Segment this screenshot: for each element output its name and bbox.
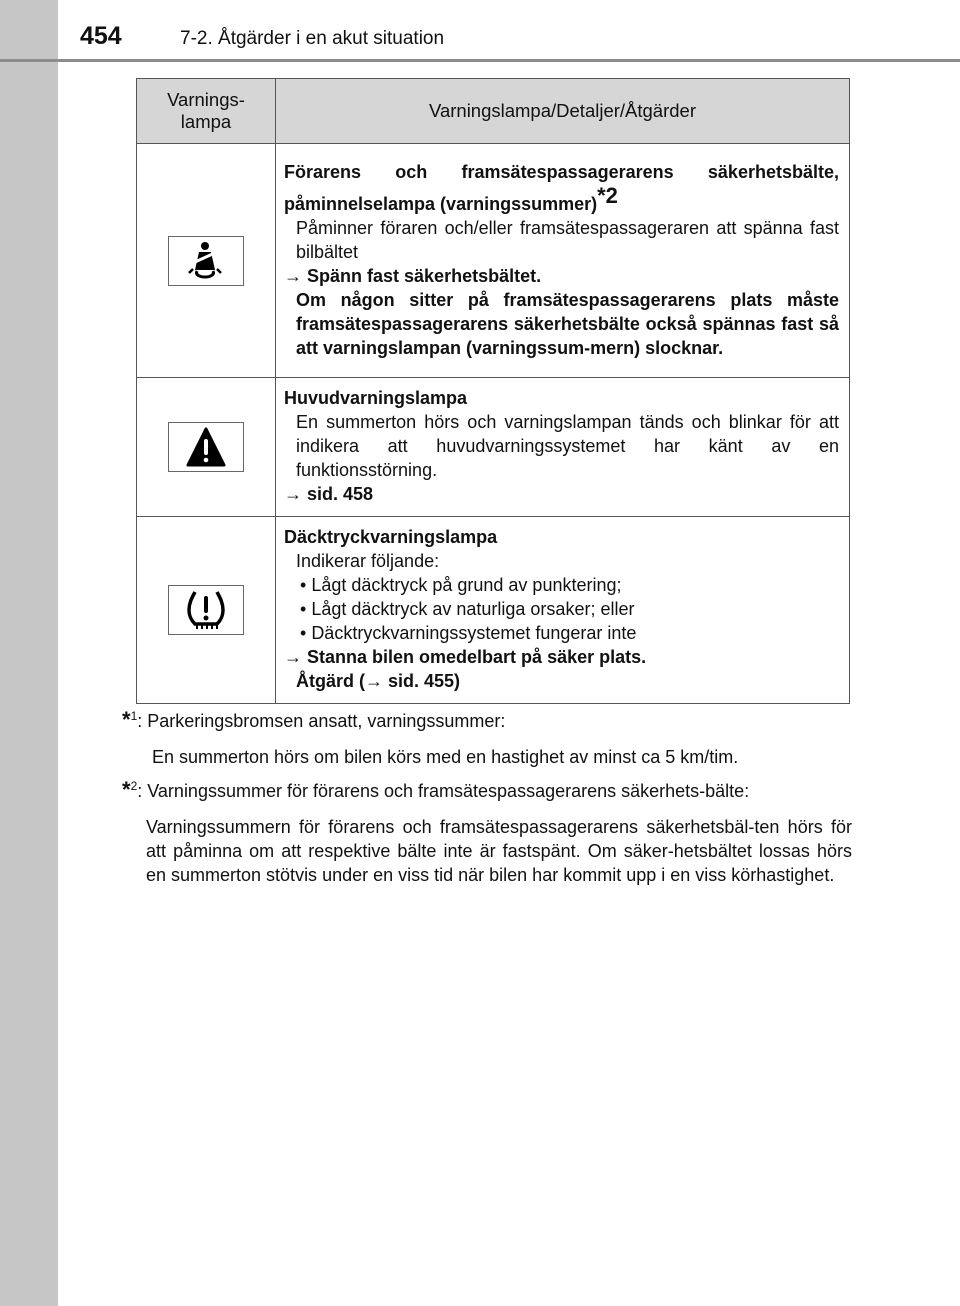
footnote-text: En summerton hörs om bilen körs med en hastighet av minst ca 5 km/tim. <box>152 747 739 767</box>
column-header-details: Varningslampa/Detaljer/Åtgärder <box>276 79 850 144</box>
footnote-1: *$^1$: Parkeringsbromsen ansatt, varningssummer: En summerton hörs om bilen körs med en hastighet av minst ca 5 km/tim. <box>122 704 852 769</box>
arrow-icon: → <box>284 265 302 286</box>
row-description: Indikerar följande: <box>296 551 440 571</box>
page-margin-bar <box>0 0 58 1306</box>
row-action: Stanna bilen omedelbart på säker plats. <box>307 647 647 667</box>
header-divider <box>0 59 960 62</box>
warning-lamp-table <box>136 78 850 704</box>
row-title: Förarens och framsätespassagerarens säkerhetsbälte, påminnelselampa (varningssummer) <box>284 161 839 214</box>
list-item: • Lågt däcktryck av naturliga orsaker; eller <box>300 599 635 619</box>
column-header-lamp: Varnings-lampa <box>137 79 276 144</box>
table-row <box>137 378 850 517</box>
seatbelt-warning-icon <box>168 236 244 286</box>
page-link[interactable]: sid. 458 <box>307 484 374 504</box>
section-title: 7-2. Åtgärder i en akut situation <box>180 28 445 49</box>
table-row <box>137 517 850 704</box>
table-row <box>137 144 850 378</box>
footnote-ref: *2 <box>597 182 618 208</box>
arrow-icon: → <box>365 671 383 691</box>
list-item: • Däcktryckvarningssystemet fungerar inte <box>300 623 637 643</box>
footnote-2: *$^2$: Varningssummer för förarens och framsätespassagerarens säkerhets-bälte: Varningssummern för förarens och framsätespassagerarens säkerhetsbäl-ten hörs för att påminna om att respektive bälte inte är fastspänt. Om säker-hetsbältet lossas hörs en summerton stötvis under en viss tid när bilen har kommit upp i en viss körhastighet. <box>122 777 852 885</box>
row-description: En summerton hörs och varningslampan tänds och blinkar för att indikera att huvudvarningssystemet har känt av en funktionsstörning. <box>296 412 839 480</box>
footnote-text: Varningssummern för förarens och framsätespassagerarens säkerhetsbäl-ten hörs för att påminna om att respektive bälte inte är fastspänt. Om säker-hetsbältet lossas hörs en summerton stötvis under en viss tid när bilen har kommit upp i en viss körhastighet. <box>146 817 852 885</box>
row-title: Däcktryckvarningslampa <box>284 527 498 547</box>
row-action-detail: Åtgärd ( <box>296 671 365 691</box>
arrow-icon: → <box>284 484 302 504</box>
master-warning-icon <box>168 422 244 472</box>
list-item: • Lågt däcktryck på grund av punktering; <box>300 575 622 595</box>
page-number: 454 <box>80 22 122 50</box>
arrow-icon: → <box>284 647 302 667</box>
row-action: Spänn fast säkerhetsbältet. <box>307 265 542 286</box>
row-title: Huvudvarningslampa <box>284 388 468 408</box>
row-action-detail: Om någon sitter på framsätespassagerarens plats måste framsätespassagerarens säkerhetsbälte också spännas fast så att varningslampan (varningssum-mern) slocknar. <box>296 289 839 358</box>
tire-pressure-warning-icon <box>168 585 244 635</box>
row-description: Påminner föraren och/eller framsätespassageraren att spänna fast bilbältet <box>296 217 839 262</box>
page-link[interactable]: sid. 455) <box>388 671 461 691</box>
